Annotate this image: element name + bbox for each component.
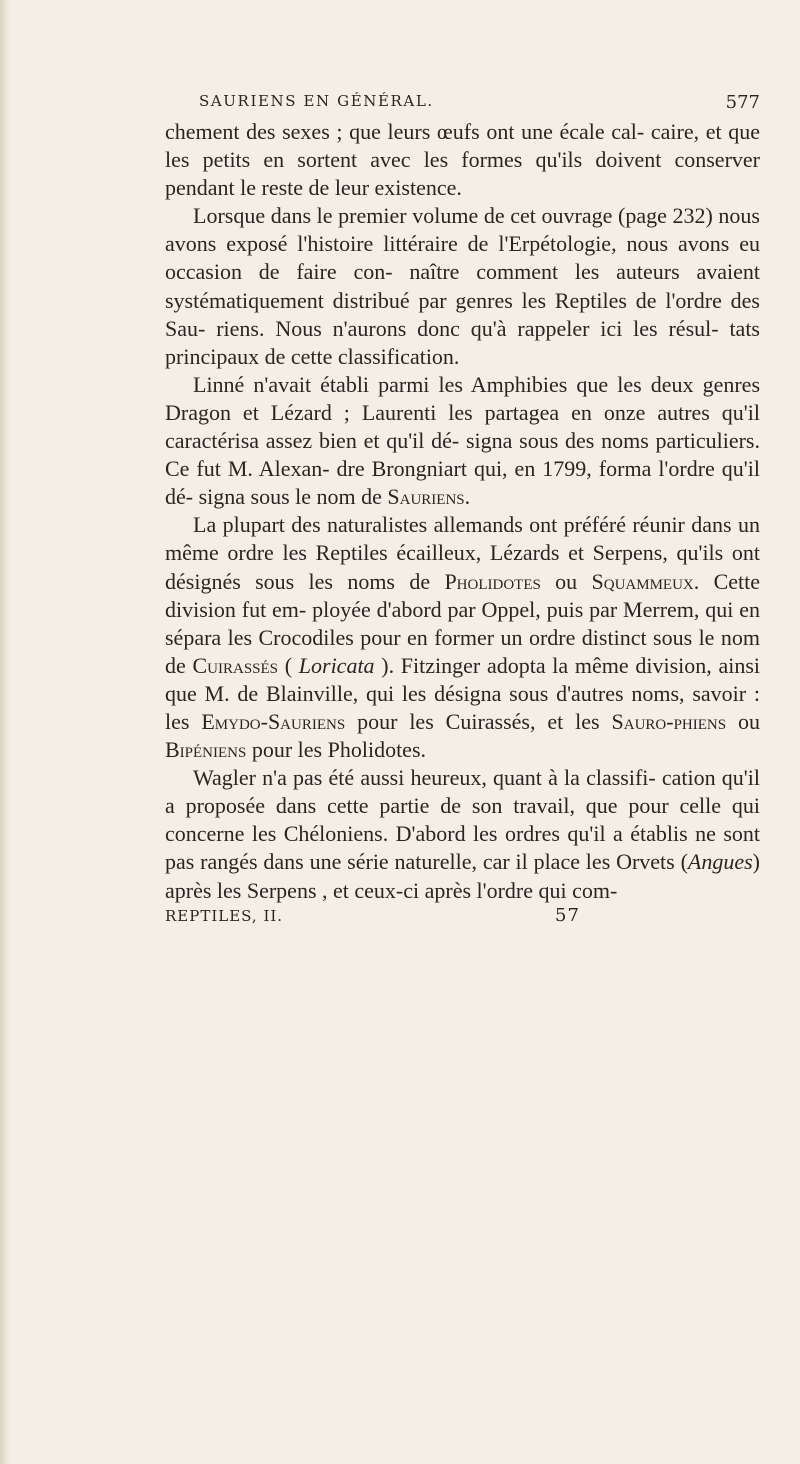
page-left-edge-shadow [0,0,10,1464]
page-footer [165,905,760,929]
italic-term: Angues [687,849,753,875]
text-run: pour les Pholidotes. [246,737,427,763]
small-caps-term: Cuirassés [192,652,279,678]
small-caps-term: Bipéniens [165,737,247,763]
text-run: La plupart des naturalistes allemands ont préféré réunir dans un même ordre les Reptiles écailleux, Lézards et Serpens, qu'ils ont désignés sous les noms de [165,512,760,594]
running-title: SAURIENS EN GÉNÉRAL. [199,92,434,110]
paragraph [165,511,760,764]
body-text [165,118,760,905]
text-run: Lorsque dans le premier volume de cet ouvrage (page 232) nous avons exposé l'histoire littéraire de l'Erpétologie, nous avons eu occasion de faire con- naître comment les auteurs avaient systématiquement distribué par genres les Reptiles de l'ordre des Sau- riens. Nous n'aurons donc qu'à rappeler ici les résul- tats principaux de cette classification. [165,203,760,369]
book-page [165,92,760,929]
text-run: ou [726,708,760,734]
small-caps-term: Squammeux [591,568,694,594]
text-run: . [464,484,471,510]
sheet-number: 57 [555,904,580,926]
text-run: ou [540,568,592,594]
text-run: ( [278,652,299,678]
text-run: Wagler n'a pas été aussi heureux, quant à la classifi- cation qu'il a proposée dans cette partie de son travail, que pour celle qui concerne les Chéloniens. D'abord les ordres qu'il a établis ne sont pas rangés dans une série naturelle, car il place les Orvets ( [165,765,760,875]
paragraph [165,118,760,202]
small-caps-term: Pholidotes [444,568,541,594]
text-run: . Cette division fut em- ployée d'abord par Oppel, puis par Merrem, qui en sépara les Crocodiles pour en former un ordre distinct sous le nom de [165,568,761,678]
text-run: pour les Cuirassés, et les [345,708,612,734]
page-number: 577 [725,92,760,113]
text-run: chement des sexes ; que leurs œufs ont une écale cal- caire, et que les petits en sortent avec les formes qu'ils doivent conserver pendant le reste de leur existence. [165,119,760,201]
italic-term: Loricata [298,652,375,678]
text-run: Linné n'avait établi parmi les Amphibies que les deux genres Dragon et Lézard ; Laurenti les partagea en onze autres qu'il caractérisa assez bien et qu'il dé- signa sous des noms particuliers. Ce fut M. Alexan- dre Brongniart qui, en 1799, forma l'ordre qu'il dé- signa sous le nom de [165,371,760,510]
small-caps-term: Sauro-phiens [611,708,727,734]
paragraph [165,371,760,511]
small-caps-term: Emydo-Sauriens [201,708,346,734]
small-caps-term: Sauriens [387,484,465,510]
text-run: ) après les Serpens , et ceux-ci après l'ordre qui com- [165,849,760,903]
text-run: ). Fitzinger adopta la même division, ainsi que M. de Blainville, qui les désigna sous d'autres noms, savoir : les [165,652,761,734]
paragraph [165,764,760,904]
paragraph [165,202,760,371]
signature-mark: REPTILES, II. [165,906,284,925]
running-head [165,92,760,118]
